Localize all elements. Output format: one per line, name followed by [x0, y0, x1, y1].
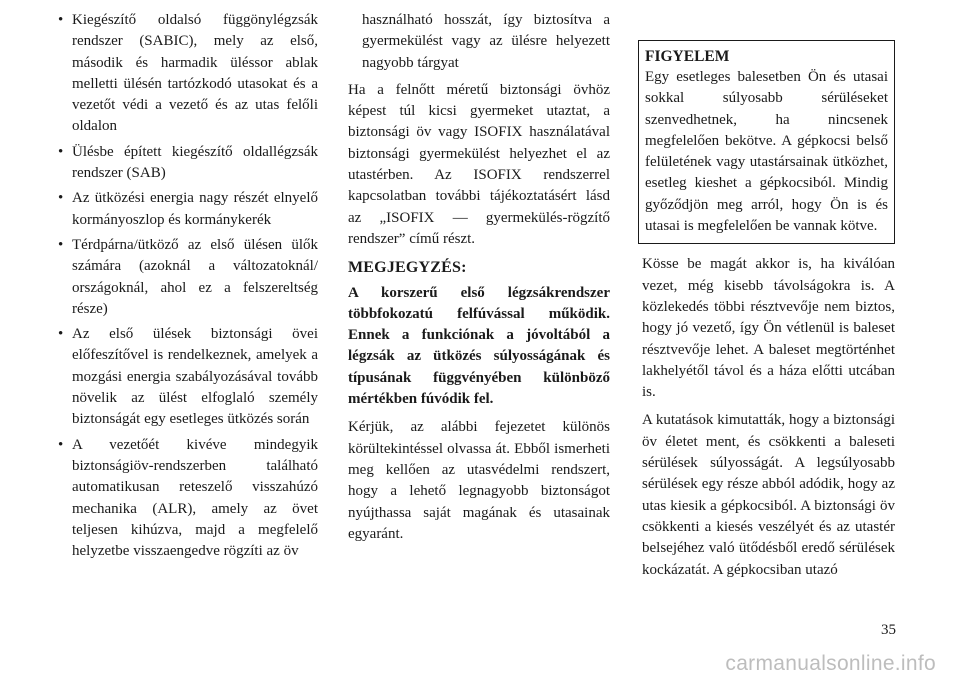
paragraph-seatbelt-always: Kösse be magát akkor is, ha kiválóan vezet, még kisebb távolságokra is. A közlekedés többi résztvevője nem biztos, hogy jó vezető, így Ön vétlenül is baleset résztvevője lehet. A baleset megtörténhet lakhelyétől távol és a háza előtti utcában is.	[642, 256, 895, 401]
note-text: A korszerű első légzsákrendszer többfokozatú felfúvással működik. Ennek a funkciónak a jóvoltából a légzsák az ütközés súlyosságának és típusának függvényében különböző mértékben fúvódik fel.	[348, 284, 610, 408]
paragraph-read-carefully: Kérjük, az alábbi fejezetet különös körültekintéssel olvassa át. Ebből ismerheti meg kellően az utasvédelmi rendszert, hogy a lehető legnagyobb biztonságot nyújthassa saját magának és utasainak egyaránt.	[348, 419, 610, 542]
list-item: • Ülésbe épített kiegészítő oldallégzsák rendszer (SAB)	[58, 142, 318, 185]
list-item: • Kiegészítő oldalsó függönylégzsák rendszer (SABIC), mely az első, második és harmadik üléssor ablak melletti ülésén tartózkodó utasokat és a vezetőt védi a vezető és az utas felőli oldalon	[58, 10, 318, 138]
warning-title: FIGYELEM	[645, 48, 730, 65]
list-item: • Az ütközési energia nagy részét elnyelő kormányoszlop és kormánykerék	[58, 188, 318, 231]
column-middle	[348, 10, 610, 552]
list-item: • Térdpárna/ütköző az első ülésen ülők számára (azoknál a változatoknál/ országoknál, ahol ez a felszereltség része)	[58, 235, 318, 320]
feature-list	[58, 10, 318, 562]
column-left	[58, 10, 318, 566]
paragraph-child-seat: Ha a felnőtt méretű biztonsági övhöz képest túl kicsi gyermeket utaztat, a biztonsági öv vagy ISOFIX használatával biztonsági gyermekülést helyezhet el az utastérben. Az ISOFIX rendszerrel kapcsolatban további tájékoztatásért lásd az „ISOFIX — gyermekülés-rögzítő rendszer” című részt.	[348, 81, 610, 247]
warning-text: Egy esetleges balesetben Ön és utasai sokkal súlyosabb sérüléseket szenvedhetnek, ha nincsenek megfelelően bekötve. A gépkocsi belső felületének vagy utastársainak ütközhet, esetleg kieshet a gépkocsiból. Mindig győződjön meg arról, hogy Ön is és utasai is megfelelően be vannak kötve.	[645, 69, 888, 235]
list-item: • Az első ülések biztonsági övei előfeszítővel is rendelkeznek, amelyek a mozgási energia szabályozásával tovább növelik az ülést elfoglaló személy biztonságát egy esetleges ütközés során	[58, 324, 318, 430]
paragraph-research: A kutatások kimutatták, hogy a biztonsági öv életet ment, és csökkenti a baleseti sérülések súlyosságát. A legsúlyosabb sérülések egy része abból adódik, hogy az utas kiesik a gépkocsiból. A biztonsági öv csökkenti a kiesés veszélyét és az utastér belsejéhez való ütődésből eredő sérülések kockázatát. A gépkocsiban utazó	[642, 412, 895, 578]
list-item: • A vezetőét kivéve mindegyik biztonságiöv-rendszerben található automatikusan reteszelő visszahúzó mechanika (ALR), amely az övet teljesen kihúzva, majd a megfelelő helyzetbe visszaengedve rögzíti az öv	[58, 435, 318, 563]
watermark: carmanualsonline.info	[725, 652, 936, 675]
warning-box	[638, 40, 895, 244]
column-right	[642, 10, 895, 588]
note-heading: MEGJEGYZÉS:	[348, 259, 467, 277]
page-number: 35	[881, 622, 896, 638]
list-item-continuation: használható hosszát, így biztosítva a gyermekülést vagy az ülésre helyezett nagyobb tárgyat	[362, 12, 610, 71]
